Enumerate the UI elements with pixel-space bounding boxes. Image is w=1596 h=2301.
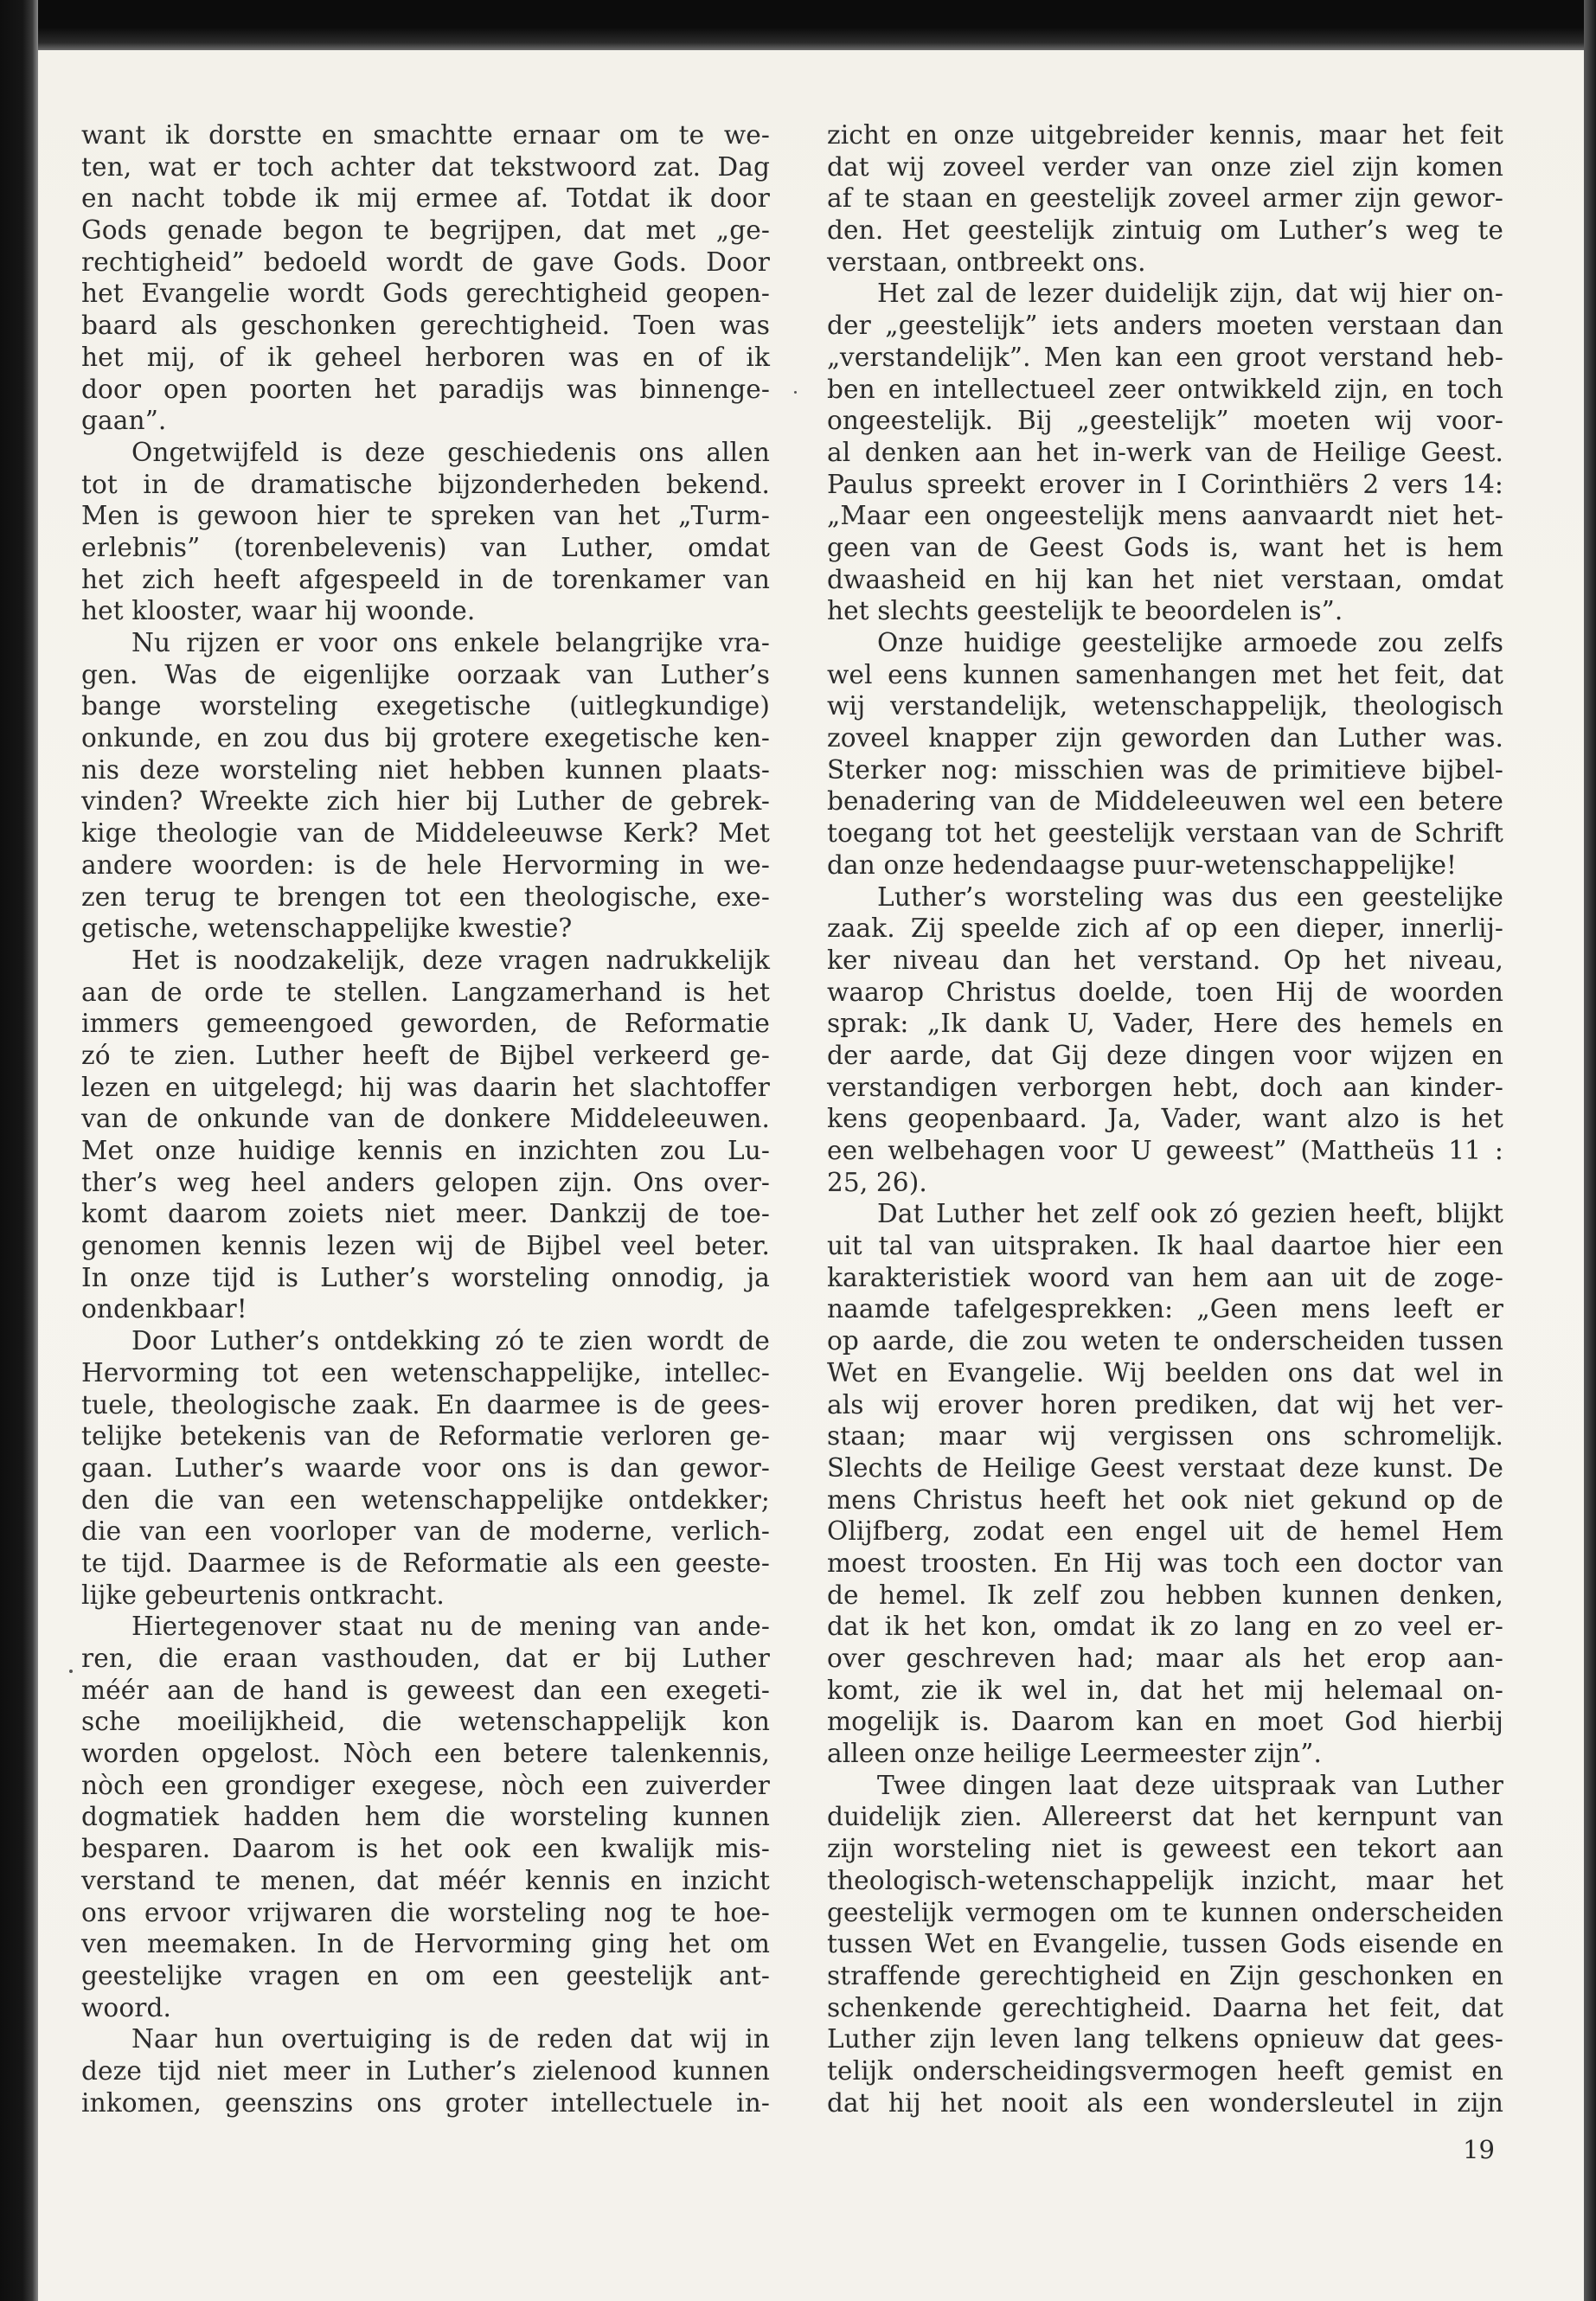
- text-line: verstand te menen, dat méér kennis en inzicht: [81, 1865, 770, 1895]
- text-line: een welbehagen voor U geweest” (Mattheüs 11 :: [827, 1136, 1503, 1165]
- text-line: al denken aan het in-werk van de Heilige Geest.: [827, 437, 1503, 467]
- text-line: rechtigheid” bedoeld wordt de gave Gods. Door: [81, 247, 770, 277]
- text-line: want ik dorstte en smachtte ernaar om te we-: [81, 120, 770, 150]
- text-line: waarop Christus doelde, toen Hij de woorden: [827, 977, 1503, 1007]
- text-line: getische, wetenschappelijke kwestie?: [81, 913, 573, 944]
- text-line: dat wij zoveel verder van onze ziel zijn komen: [827, 151, 1503, 182]
- text-line: Luther’s worsteling was dus een geestelijke: [877, 881, 1503, 912]
- text-line: ven meemaken. In de Hervorming ging het om: [81, 1929, 770, 1959]
- text-line: toegang tot het geestelijk verstaan van de Schrift: [827, 818, 1503, 849]
- text-line: den. Het geestelijk zintuig om Luther’s weg te: [827, 215, 1503, 246]
- text-column-left: [81, 119, 770, 2118]
- text-line: ben en intellectueel zeer ontwikkeld zijn, en toch: [827, 374, 1503, 404]
- text-line: moest troosten. En Hij was toch een doctor van: [827, 1548, 1503, 1578]
- text-line: tot in de dramatische bijzonderheden bekend.: [81, 469, 770, 499]
- text-line: Men is gewoon hier te spreken van het „Turm-: [81, 501, 770, 531]
- text-line: ther’s weg heel anders gelopen zijn. Ons over-: [81, 1167, 770, 1197]
- text-line: telijke betekenis van de Reformatie verloren ge-: [81, 1421, 770, 1452]
- text-line: deze tijd niet meer in Luther’s zielenood kunnen: [81, 2055, 770, 2086]
- text-line: In onze tijd is Luther’s worsteling onnodig, ja: [81, 1262, 770, 1292]
- text-line: duidelijk zien. Allereerst dat het kernpunt van: [827, 1802, 1503, 1832]
- text-line: erlebnis” (torenbelevenis) van Luther, omdat: [81, 532, 770, 562]
- text-line: genomen kennis lezen wij de Bijbel veel beter.: [81, 1231, 770, 1261]
- text-line: baard als geschonken gerechtigheid. Toen was: [81, 311, 770, 341]
- scan-right-border: [1584, 0, 1596, 2301]
- text-line: nòch een grondiger exegese, nòch een zuiverder: [81, 1770, 770, 1800]
- page-number: 19: [1463, 2135, 1495, 2164]
- text-line: tussen Wet en Evangelie, tussen Gods eisende en: [827, 1929, 1503, 1959]
- text-line: Luther zijn leven lang telkens opnieuw dat gees-: [827, 2024, 1503, 2054]
- text-line: zen terug te brengen tot een theologische, exe-: [81, 881, 770, 912]
- text-line: onkunde, en zou dus bij grotere exegetische ken-: [81, 723, 770, 753]
- text-line: als wij erover horen prediken, dat wij het ver-: [827, 1389, 1503, 1420]
- text-line: bange worsteling exegetische (uitlegkundige): [81, 691, 770, 721]
- text-line: lezen en uitgelegd; hij was daarin het slachtoffer: [81, 1072, 770, 1102]
- text-line: dat ik het kon, omdat ik zo lang en zo veel er-: [827, 1612, 1503, 1642]
- text-line: en nacht tobde ik mij ermee af. Totdat ik door: [81, 183, 770, 214]
- text-line: ren, die eraan vasthouden, dat er bij Luther: [81, 1644, 770, 1673]
- text-line: zaak. Zij speelde zich af op een dieper, innerlij-: [827, 913, 1503, 944]
- text-line: verstandigen verborgen hebt, doch aan kinder-: [827, 1072, 1503, 1102]
- text-line: karakteristiek woord van hem aan uit de zoge-: [827, 1262, 1503, 1292]
- text-line: het Evangelie wordt Gods gerechtigheid geopen-: [81, 279, 770, 309]
- text-line: het slechts geestelijk te beoordelen is”.: [827, 596, 1343, 626]
- text-line: zijn worsteling niet is geweest een tekort aan: [827, 1834, 1503, 1864]
- text-line: Gods genade begon te begrijpen, dat met „ge-: [81, 215, 770, 246]
- text-line: telijk onderscheidingsvermogen heeft gemist en: [827, 2055, 1503, 2086]
- text-line: Nu rijzen er voor ons enkele belangrijke vra-: [131, 628, 770, 657]
- text-line: schenkende gerechtigheid. Daarna het feit, dat: [827, 1992, 1503, 2022]
- text-line: Naar hun overtuiging is de reden dat wij in: [131, 2024, 770, 2054]
- ink-speck: [69, 1670, 73, 1673]
- text-line: ongeestelijk. Bij „geestelijk” moeten wij voor-: [827, 406, 1503, 436]
- text-line: 25, 26).: [827, 1167, 927, 1197]
- text-line: kens geopenbaard. Ja, Vader, want alzo is het: [827, 1104, 1503, 1134]
- text-line: Sterker nog: misschien was de primitieve bijbel-: [827, 754, 1503, 785]
- text-line: kige theologie van de Middeleeuwse Kerk? Met: [81, 818, 770, 849]
- text-line: die van een voorloper van de moderne, verlich-: [81, 1516, 770, 1547]
- text-line: gaan”.: [81, 406, 167, 436]
- text-line: door open poorten het paradijs was binnenge-: [81, 374, 770, 404]
- text-line: geen van de Geest Gods is, want het is hem: [827, 532, 1503, 562]
- text-line: dan onze hedendaagse puur-wetenschappelijke!: [827, 849, 1458, 880]
- text-line: worden opgelost. Nòch een betere talenkennis,: [81, 1739, 770, 1769]
- text-line: inkomen, geenszins ons groter intellectuele in-: [81, 2087, 770, 2118]
- text-line: Onze huidige geestelijke armoede zou zelfs: [877, 628, 1503, 657]
- text-line: de hemel. Ik zelf zou hebben kunnen denken,: [827, 1580, 1503, 1610]
- text-line: te tijd. Daarmee is de Reformatie als een geeste-: [81, 1548, 770, 1578]
- text-line: zó te zien. Luther heeft de Bijbel verkeerd ge-: [81, 1040, 770, 1070]
- text-line: tuele, theologische zaak. En daarmee is de gees-: [81, 1389, 770, 1420]
- text-line: Twee dingen laat deze uitspraak van Luther: [877, 1770, 1503, 1800]
- text-line: het zich heeft afgespeeld in de torenkamer van: [81, 564, 770, 594]
- text-line: op aarde, die zou weten te onderscheiden tussen: [827, 1326, 1503, 1356]
- text-line: Hiertegenover staat nu de mening van ande-: [131, 1612, 770, 1642]
- text-line: verstaan, ontbreekt ons.: [827, 247, 1146, 277]
- text-line: mens Christus heeft het ook niet gekund op de: [827, 1484, 1503, 1515]
- text-line: het klooster, waar hij woonde.: [81, 596, 476, 626]
- text-line: uit tal van uitspraken. Ik haal daartoe hier een: [827, 1231, 1503, 1261]
- text-line: theologisch-wetenschappelijk inzicht, maar het: [827, 1865, 1503, 1895]
- text-line: besparen. Daarom is het ook een kwalijk mis-: [81, 1834, 770, 1864]
- text-line: Door Luther’s ontdekking zó te zien wordt de: [131, 1326, 770, 1356]
- text-line: Slechts de Heilige Geest verstaat deze kunst. De: [827, 1452, 1503, 1483]
- text-line: „Maar een ongeestelijk mens aanvaardt niet het-: [827, 501, 1503, 531]
- text-line: Met onze huidige kennis en inzichten zou Lu-: [81, 1136, 770, 1165]
- text-line: woord.: [81, 1992, 172, 2022]
- text-line: dogmatiek hadden hem die worsteling kunnen: [81, 1802, 770, 1832]
- ink-speck: [794, 391, 797, 394]
- text-line: den die van een wetenschappelijke ontdekker;: [81, 1484, 770, 1515]
- text-line: lijke gebeurtenis ontkracht.: [81, 1580, 445, 1610]
- text-line: mogelijk is. Daarom kan en moet God hierbij: [827, 1707, 1503, 1737]
- text-line: ker niveau dan het verstand. Op het niveau,: [827, 945, 1503, 975]
- text-line: Het zal de lezer duidelijk zijn, dat wij hier on-: [877, 279, 1503, 309]
- text-line: ondenkbaar!: [81, 1294, 247, 1324]
- scan-left-border: [0, 0, 38, 2301]
- text-line: wel eens kunnen samenhangen met het feit, dat: [827, 659, 1503, 689]
- text-line: naamde tafelgesprekken: „Geen mens leeft er: [827, 1294, 1503, 1324]
- text-line: van de onkunde van de donkere Middeleeuwen.: [81, 1104, 770, 1134]
- text-line: over geschreven had; maar als het erop aan-: [827, 1644, 1503, 1673]
- text-line: Paulus spreekt erover in I Corinthiërs 2 vers 14:: [827, 469, 1503, 499]
- text-line: der „geestelijk” iets anders moeten verstaan dan: [827, 311, 1503, 341]
- text-line: geestelijk vermogen om te kunnen onderscheiden: [827, 1897, 1503, 1927]
- text-line: sprak: „Ik dank U, Vader, Here des hemels en: [827, 1009, 1503, 1039]
- text-line: Wet en Evangelie. Wij beelden ons dat wel in: [827, 1357, 1503, 1388]
- text-line: het mij, of ik geheel herboren was en of ik: [81, 342, 770, 372]
- text-line: ten, wat er toch achter dat tekstwoord zat. Dag: [81, 151, 770, 182]
- text-line: straffende gerechtigheid en Zijn geschonken en: [827, 1960, 1503, 1990]
- text-line: af te staan en geestelijk zoveel armer zijn gewor-: [827, 183, 1503, 214]
- text-line: Het is noodzakelijk, deze vragen nadrukkelijk: [131, 945, 770, 975]
- text-line: zoveel knapper zijn geworden dan Luther was.: [827, 723, 1503, 753]
- text-line: benadering van de Middeleeuwen wel een betere: [827, 786, 1503, 817]
- text-line: immers gemeengoed geworden, de Reformatie: [81, 1009, 770, 1039]
- text-line: andere woorden: is de hele Hervorming in we-: [81, 849, 770, 880]
- text-line: geestelijke vragen en om een geestelijk ant-: [81, 1960, 770, 1990]
- text-line: ons ervoor vrijwaren die worsteling nog te hoe-: [81, 1897, 770, 1927]
- scan-top-border: [0, 0, 1596, 50]
- text-line: alleen onze heilige Leermeester zijn”.: [827, 1739, 1322, 1769]
- text-line: nis deze worsteling niet hebben kunnen plaats-: [81, 754, 770, 785]
- text-line: „verstandelijk”. Men kan een groot verstand heb-: [827, 342, 1503, 372]
- text-line: vinden? Wreekte zich hier bij Luther de gebrek-: [81, 786, 770, 817]
- text-line: der aarde, dat Gij deze dingen voor wijzen en: [827, 1040, 1503, 1070]
- text-line: dwaasheid en hij kan het niet verstaan, omdat: [827, 564, 1503, 594]
- text-line: gen. Was de eigenlijke oorzaak van Luther’s: [81, 659, 770, 689]
- text-line: komt, zie ik wel in, dat het mij helemaal on-: [827, 1675, 1503, 1705]
- text-line: komt daarom zoiets niet meer. Dankzij de toe-: [81, 1199, 770, 1229]
- text-line: gaan. Luther’s waarde voor ons is dan gewor-: [81, 1452, 770, 1483]
- text-line: aan de orde te stellen. Langzamerhand is het: [81, 977, 770, 1007]
- text-line: méér aan de hand is geweest dan een exegeti-: [81, 1675, 770, 1705]
- text-line: sche moeilijkheid, die wetenschappelijk kon: [81, 1707, 770, 1737]
- text-column-right: [827, 119, 1503, 2118]
- text-line: zicht en onze uitgebreider kennis, maar het feit: [827, 120, 1503, 150]
- text-line: dat hij het nooit als een wondersleutel in zijn: [827, 2087, 1503, 2118]
- text-line: Hervorming tot een wetenschappelijke, intellec-: [81, 1357, 770, 1388]
- text-line: Olijfberg, zodat een engel uit de hemel Hem: [827, 1516, 1503, 1547]
- text-line: wij verstandelijk, wetenschappelijk, theologisch: [827, 691, 1503, 721]
- text-line: Ongetwijfeld is deze geschiedenis ons allen: [131, 437, 770, 467]
- text-line: staan; maar wij vergissen ons schromelijk.: [827, 1421, 1503, 1452]
- text-line: Dat Luther het zelf ook zó gezien heeft, blijkt: [877, 1199, 1503, 1229]
